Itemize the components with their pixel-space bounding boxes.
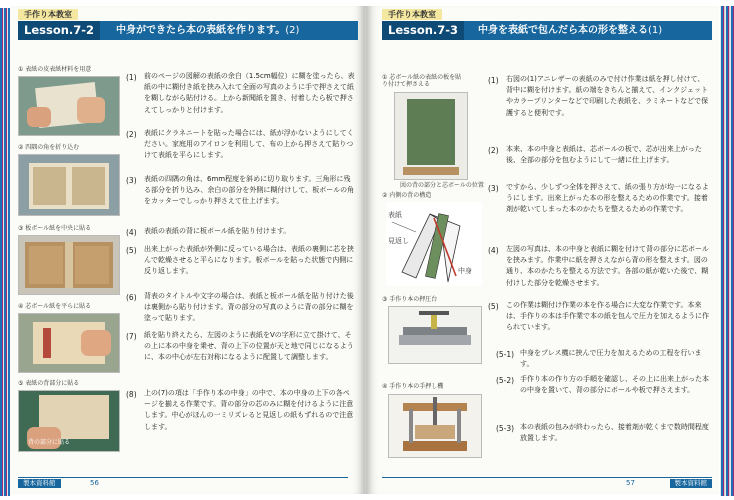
figure-caption: ④ 芯ボール紙を平らに貼る	[18, 303, 92, 310]
step-number: (5-2)	[496, 376, 515, 385]
photo-press-stand	[388, 306, 482, 364]
figure-caption: ① 表紙の皮表紙材料を用意	[18, 66, 92, 73]
figure-caption: ② 内側の背の構造	[382, 192, 432, 199]
step-number: (5-3)	[496, 424, 515, 433]
step-text: 表紙にクラネニートを貼った場合には、紙が浮かないようにしてください。家庭用のアイロンを利用して、布の上から押さえて貼りつけて表紙を平らにします。	[144, 129, 354, 160]
figure-caption: ⑤ 表紙の背部分に貼る	[18, 380, 80, 387]
page-number: 56	[90, 479, 99, 487]
lesson-title	[478, 21, 662, 40]
figure-caption: ① 芯ボール紙の表紙の板を貼り付けて押さえる	[382, 74, 462, 88]
photo-figure-4	[18, 313, 120, 373]
step-number: (3)	[488, 184, 499, 193]
step-text: 本来、本の中身と表紙は、芯ボールの板で、芯が出来上がった後、全部の部分を包むようにして一緒に仕上げます。	[506, 145, 702, 165]
figure-caption: ③ 板ボール紙を中央に貼る	[18, 225, 92, 232]
page-edges-left	[0, 8, 10, 496]
lesson-title	[116, 21, 299, 40]
step-text: 上の(7)の項は「手作り本の中身」の中で、本の中身の上下の各ページを揃える作業です。背の部分の芯のみに糊を付けるように注意します。中心がほんの一ミリズレると見返しの紙もずれるので注意します。	[144, 389, 354, 431]
step-number: (8)	[126, 390, 137, 399]
spine-diagram	[386, 202, 482, 286]
step-text: 背表のタイトルや文字の場合は、表紙と板ボール紙を貼り付けた後は裏側から貼り付けます。背の部分の写真のように背の部分に糊を塗って貼ります。	[144, 292, 354, 323]
lesson-header	[382, 21, 712, 40]
lesson-title-text: 中身を表紙で包んだら本の形を整える	[478, 25, 648, 36]
step-text: 表紙の表紙の背に板ボール紙を貼り付けます。	[144, 227, 291, 235]
series-label: 手作り本教室	[18, 9, 78, 20]
step-text: 右図の(1)アニレザーの表紙のみで付け作業は紙を押し付けて、背中に糊を付けます。紙の端をきちんと揃えて、インクジェットやカラープリンターなどで印刷した表紙を、ラミネートなどで保護すると便利です。	[506, 75, 709, 117]
label-endpaper: 見返し	[388, 237, 409, 245]
step-text: 中身をプレス機に挟んで圧力を加えるための工程を行います。	[520, 349, 702, 369]
figure-caption: ② 四隅の角を折り込む	[18, 144, 80, 151]
lesson-title-number: (1)	[648, 25, 663, 36]
lesson-title-number: (2)	[285, 25, 300, 36]
page-footer	[382, 477, 712, 488]
lesson-title-text: 中身ができたら本の表紙を作ります。	[116, 25, 286, 36]
page-footer	[18, 477, 348, 488]
step-text: 手作り本の作り方の手順を確認し、その上に出来上がった本の中身を置いて、背の部分にボールや板で押さえます。	[520, 375, 709, 395]
caption-badge: 背の部分に貼る	[28, 439, 71, 446]
photo-hand-press	[388, 394, 482, 458]
figure-caption: ④ 手作り本の手押し機	[382, 383, 444, 390]
step-number: (4)	[488, 246, 499, 255]
step-text: 出来上がった表紙が外側に反っている場合は、表紙の裏側に芯を挟んで乾燥させると平らになります。板ボールを貼った状態で内側に反り返します。	[144, 245, 354, 276]
step-text: 表紙の四隅の角は、6mm程度を斜めに切り取ります。三角形に残る部分を折り込み、余白の部分を外側に糊付けして、板ボールの角をカッターでしっかり押さえて仕上げます。	[144, 175, 355, 206]
step-number: (5-1)	[496, 350, 515, 359]
label-text-block: 中身	[458, 267, 472, 275]
lesson-tag: Lesson.7-2	[18, 21, 100, 40]
step-text: 本の表紙の包みが終わったら、接着剤が乾くまで数時間程度放置します。	[520, 423, 709, 443]
step-number: (2)	[488, 146, 499, 155]
photo-figure-1	[18, 76, 120, 136]
step-number: (2)	[126, 130, 137, 139]
page-number: 57	[626, 479, 635, 487]
step-text: ですから、少しずつ全体を押さえて、紙の張り方が均一になるようにします。出来上がった本の形を整えるための作業です。接着剤が乾いてしまった本のかたちを整えるための作業です。	[506, 183, 709, 214]
step-number: (1)	[126, 73, 137, 82]
step-number: (4)	[126, 228, 137, 237]
figure-caption: 図の背の部分と芯ボールの位置	[400, 182, 484, 189]
label-cover: 表紙	[388, 211, 402, 219]
step-number: (7)	[126, 332, 137, 341]
step-text: この作業は糊付け作業の本を作る場合に大変な作業です。本来は、手作りの本は手作業で本の紙を包んで圧力を加えるように作られています。	[506, 301, 709, 332]
lesson-tag: Lesson.7-3	[382, 21, 464, 40]
figure-caption: ③ 手作り本の押圧台	[382, 296, 438, 303]
step-text: 紙を貼り終えたら、左図のように表紙をVの字形に立て掛けて、その上に本の中身を乗せ、背の上下の位置が天と地で同じになるように、本の中心が左右対称になるように配置して調整します。	[144, 331, 354, 362]
photo-book-cover	[394, 92, 468, 180]
page-edges-right	[720, 6, 734, 496]
right-page	[366, 6, 719, 494]
step-number: (6)	[126, 293, 137, 302]
step-number: (5)	[126, 246, 137, 255]
series-label: 手作り本教室	[382, 9, 442, 20]
left-page	[10, 6, 366, 494]
step-number: (3)	[126, 176, 137, 185]
lesson-header	[18, 21, 358, 40]
step-text: 前のページの図解の表紙の余白（1.5cm幅位）に糊を塗ったら、表紙の中に糊付き紙を挟み入れて全面の写真のように手で押さえて紙を糊しながら貼付ける。上から新聞紙を置き、付着したら板で押さえてしっかりと付けます。	[144, 72, 355, 114]
footer-label: 製本資料館	[670, 479, 713, 488]
photo-figure-2	[18, 154, 120, 216]
step-number: (1)	[488, 76, 499, 85]
step-text: 左図の写真は、本の中身と表紙に糊を付けて背の部分に芯ボールを挟みます。作業中に紙を押さえながら背の形を整えます。図の通り、本のかたちを整える方法です。各部の紙が乾いた後で、糊付けした部分を乾燥させます。	[506, 245, 709, 287]
footer-label: 製本資料館	[18, 479, 61, 488]
photo-figure-3	[18, 235, 120, 295]
step-number: (5)	[488, 302, 499, 311]
